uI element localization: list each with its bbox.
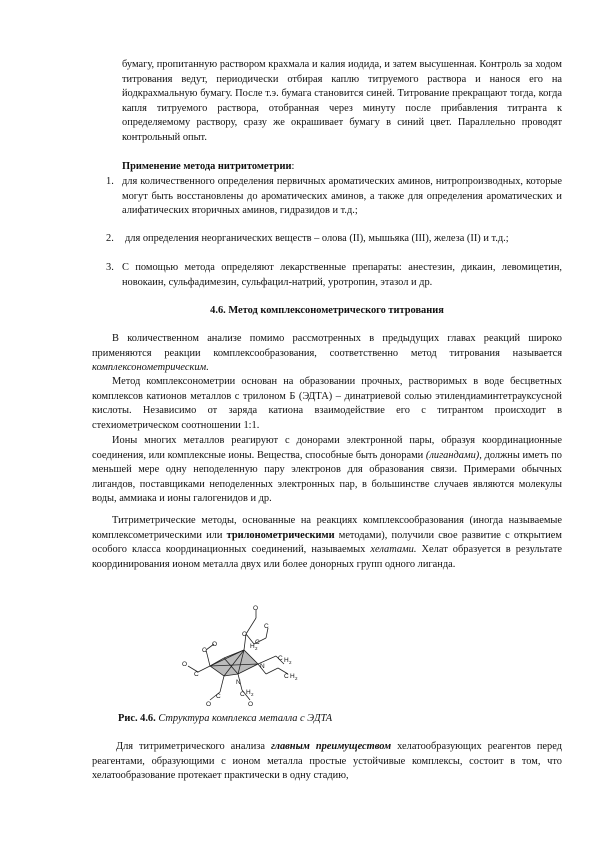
atom-label-o-1: O <box>212 641 218 648</box>
atom-label-c-4: C <box>278 655 283 662</box>
atom-label-c-9: C <box>216 693 221 700</box>
atom-label-h2-3: H <box>290 673 295 680</box>
application-heading <box>122 160 562 175</box>
section-paragraph-4 <box>92 514 562 572</box>
section-paragraph-3 <box>92 434 562 507</box>
application-heading-colon: : <box>291 161 295 172</box>
atom-label-o-2: O <box>182 661 188 668</box>
intro-paragraph <box>122 58 562 145</box>
list-item-1-text: для количественного определения первичных ароматических аминов, нитропроизводных, которые могут быть восстановлены до ароматических аминов, а также для определения ароматических и алифатических вторичных аминов, гидразидов и т.д.; <box>122 176 562 216</box>
section-title: 4.6. Метод комплексонометрического титрования <box>210 305 444 316</box>
atom-label-sub-3: 2 <box>295 676 298 681</box>
list-item-3-number: 3. <box>106 262 114 273</box>
intro-paragraph-text: бумагу, пропитанную раствором крахмала и калия иодида, и затем высушенная. Контроль за ходом титрования ведут, периодически отбирая каплю титруемого раствора и нанося его на йодкрахмальную бумагу. После т.э. бумага становится синей. Титрование прекращают тогда, когда капля титруемого раствора, отобранная через минуту после прибавления титранта к определяемому раствору, сразу же окрашивает бумагу в синий цвет. Параллельно проводят контрольный опыт. <box>122 59 562 143</box>
section-paragraph-4-bold: трилонометрическими <box>226 529 335 541</box>
atom-label-sub-4: 2 <box>251 692 254 697</box>
section-paragraph-3-term: (лигандами), <box>425 449 482 461</box>
atom-label-n-1: N <box>260 663 265 670</box>
application-heading-text: Применение метода нитритометрии <box>122 161 292 172</box>
atom-label-c-2: C <box>264 623 269 630</box>
final-paragraph-text-b: хелатообразующих реагентов перед реагентами, образующими с ионом металла простые устойчивые комплексы, состоит в том, что хелатообразование протекает практически в одну стадию, <box>92 741 562 781</box>
final-paragraph-emphasis: главным преимуществом <box>270 741 392 752</box>
atom-label-h2-1: H <box>250 643 255 650</box>
figure-caption-label: Рис. 4.6. <box>118 713 156 724</box>
atom-label-c-6: C <box>202 647 207 654</box>
atom-label-n-2: N <box>236 679 241 686</box>
atom-label-sub-1: 2 <box>255 646 258 651</box>
section-paragraph-4-text-c: Хелат образуется в результате координирования ионом металла двух или более донорных групп одного лиганда. <box>92 544 562 570</box>
edta-complex-figure <box>180 604 310 710</box>
list-item-2-text: для определения неорганических веществ – олова (II), мышьяка (III), железа (II) и т.д.; <box>125 233 509 244</box>
section-paragraph-2-text: Метод комплексонометрии основан на образовании прочных, растворимых в воде бесцветных комплексов катионов металлов с трилоном Б (ЭДТА) – динатриевой солью этилендиаминтетрауксусной кислоты. Независимо от заряда катиона взаимодействие его с титрантом происходит в стехиометрическом соотношении 1:1. <box>92 376 562 431</box>
atom-label-c-7: C <box>194 671 199 678</box>
section-paragraph-1 <box>92 332 562 376</box>
atom-label-h2-2: H <box>284 657 289 664</box>
section-paragraph-4-text-b: методами), получили свое развитие с открытием особого класса координационных соединений, называемых <box>92 529 562 555</box>
final-paragraph <box>92 740 562 784</box>
section-paragraph-1-text: В количественном анализе помимо рассмотренных в предыдущих главах реакций широко применяются реакции комплексообразования, соответственно метод титрования называется <box>92 333 562 359</box>
atom-label-sub-2: 2 <box>289 660 292 665</box>
section-paragraph-1-term: комплексонометрическим. <box>92 362 209 373</box>
atom-label-h2-4: H <box>246 689 251 696</box>
figure-caption-text: Структура комплекса металла с ЭДТА <box>158 713 333 724</box>
section-paragraph-2 <box>92 375 562 433</box>
list-item-3-text: С помощью метода определяют лекарственные препараты: анестезин, дикаин, левомицетин, новокаин, сульфадимезин, сульфацил-натрий, уротропин, этазол и др. <box>122 262 562 288</box>
atom-label-o-3: O <box>248 701 254 708</box>
section-paragraph-4-text-a: Титриметрические методы, основанные на реакциях комплексообразования (иногда называемые комплексометрическими или <box>92 515 562 541</box>
atom-label-c-8: C <box>240 691 245 698</box>
list-item-1-number: 1. <box>106 176 114 187</box>
figure-caption <box>118 712 518 727</box>
atom-label-c-5: C <box>284 673 289 680</box>
atom-label-o-top: O <box>253 605 259 612</box>
atom-label-c-3: C <box>255 639 260 646</box>
list-item-2-number: 2. <box>106 233 114 244</box>
final-paragraph-text-a: Для титриметрического анализа <box>116 741 271 752</box>
atom-label-c-1: C <box>242 631 247 638</box>
atom-label-o-4: O <box>206 701 212 708</box>
section-paragraph-3-text-b: должны иметь по меньшей мере одну неподеленную пару электронов для образования связи. Примерами обычных лигандов, поставщиками неподеленных электронных пар, в большинстве случаев являются молекулы воды, аммиака и ионы галогенидов и др. <box>92 449 562 504</box>
section-paragraph-3-text-a: Ионы многих металлов реагируют с донорами электронной пары, образуя координационные соединения, или комплексные ионы. Вещества, способные быть донорами <box>92 435 562 461</box>
section-paragraph-4-term: хелатами. <box>370 544 417 555</box>
